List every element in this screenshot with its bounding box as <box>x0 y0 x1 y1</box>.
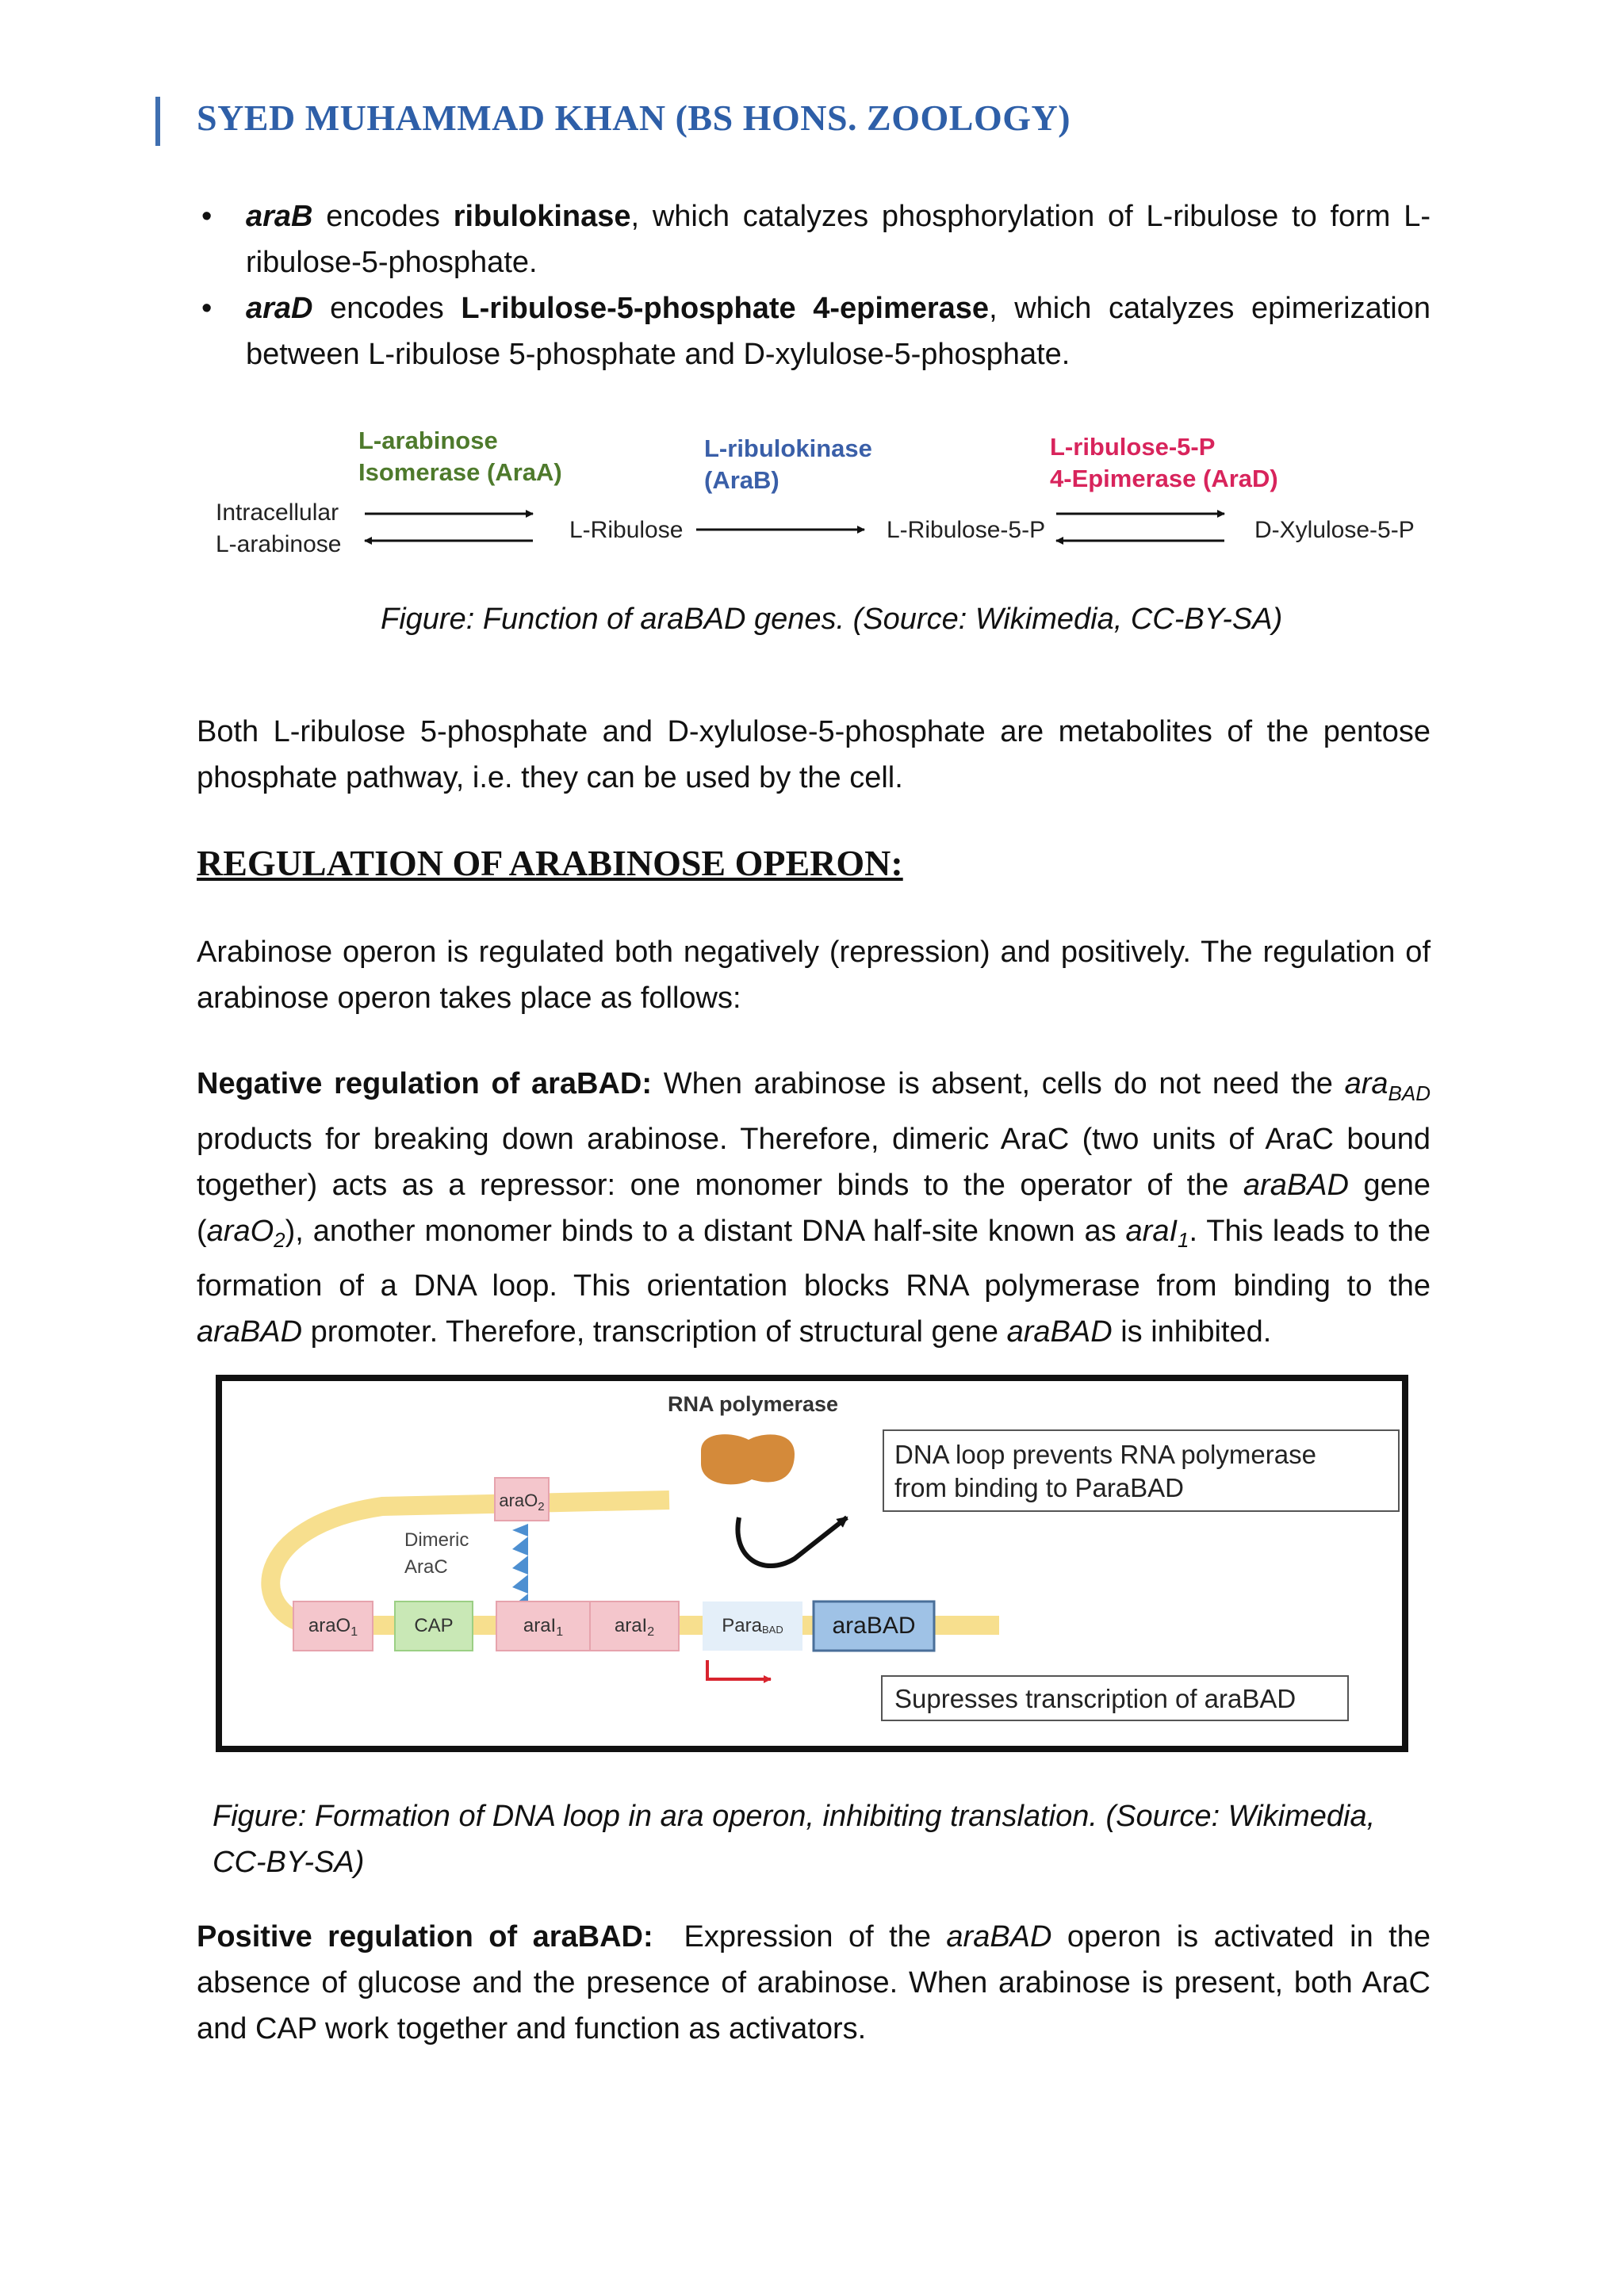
para-text: Expression of the <box>653 1920 947 1954</box>
gene-italic: araBAD <box>197 1315 303 1349</box>
para-text: promoter. Therefore, transcription of structural gene <box>302 1315 1007 1349</box>
para-text: gene ( <box>197 1168 1431 1248</box>
arai1-label: araI$_1$ <box>523 1615 564 1639</box>
arai2-label: araI$_2$ <box>614 1615 655 1639</box>
d-xylulose-5p-label: D-Xylulose-5-P <box>1254 517 1415 543</box>
enzyme-name: L-ribulose-5-phosphate 4-epimerase <box>461 292 990 325</box>
figure2-caption: Figure: Formation of DNA loop in ara operon, inhibiting translation. (Source: Wikimedia, CC-BY-SA) <box>213 1800 1376 1879</box>
page-header-title: SYED MUHAMMAD KHAN (BS HONS. ZOOLOGY) <box>197 98 1071 138</box>
dimeric-arac-line2: AraC <box>404 1556 448 1578</box>
arao1-label: araO$_1$ <box>308 1615 358 1639</box>
list-item-arab <box>197 193 1431 285</box>
dna-loop-figure <box>216 1375 1408 1752</box>
para-text: products for breaking down arabinose. Therefore, dimeric AraC (two units of AraC bound together) acts as a repressor: one monomer binds to the operator of the <box>197 1122 1431 1202</box>
gene-italic: ara <box>1344 1067 1388 1100</box>
header-accent-bar <box>155 97 160 146</box>
arabad-pathway-figure <box>206 412 1443 579</box>
arabad-gene-label: araBAD <box>832 1613 916 1639</box>
gene-italic: araBAD <box>946 1920 1052 1954</box>
gene-italic: araO <box>206 1214 274 1248</box>
list-text: encodes <box>312 292 462 325</box>
enzyme-araa-line1: L-arabinose <box>358 427 498 454</box>
para-text: When arabinose is absent, cells do not need the <box>652 1067 1345 1100</box>
enzyme-arad-line2: 4-Epimerase (AraD) <box>1050 465 1278 492</box>
note-bottom-text: Supresses transcription of araBAD <box>894 1684 1297 1713</box>
l-ribulose-label: L-Ribulose <box>569 517 684 543</box>
para-text: ), another monomer binds to a distant DNA half-site known as <box>285 1214 1126 1248</box>
para-text: is inhibited. <box>1112 1315 1272 1349</box>
substrate-line2: L-arabinose <box>216 531 342 557</box>
dimeric-arac-line1: Dimeric <box>404 1529 469 1551</box>
enzyme-name: ribulokinase <box>453 200 631 233</box>
gene-italic: araI <box>1125 1214 1178 1248</box>
cap-label: CAP <box>414 1615 454 1636</box>
rna-polymerase-shape <box>701 1434 795 1484</box>
list-item-arad <box>197 285 1431 377</box>
negative-regulation-label: Negative regulation of araBAD: <box>197 1067 653 1100</box>
subscript: 2 <box>274 1228 285 1253</box>
gene-name: araB <box>246 200 313 233</box>
regulation-intro-paragraph: Arabinose operon is regulated both negatively (repression) and positively. The regulation of arabinose operon takes place as follows: <box>197 936 1431 1015</box>
enzyme-arad-line1: L-ribulose-5-P <box>1050 433 1216 461</box>
gene-function-list <box>197 193 1431 377</box>
arao2-label: araO$_2$ <box>499 1490 545 1513</box>
section-title: REGULATION OF ARABINOSE OPERON: <box>197 843 903 883</box>
list-text: encodes <box>312 200 454 233</box>
enzyme-arab-line2: (AraB) <box>704 466 779 494</box>
substrate-line1: Intracellular <box>216 499 339 526</box>
note-top-line1: DNA loop prevents RNA polymerase <box>894 1440 1316 1469</box>
rna-polymerase-label: RNA polymerase <box>668 1392 839 1416</box>
gene-italic: araBAD <box>1006 1315 1113 1349</box>
gene-italic: araBAD <box>1243 1168 1349 1202</box>
list-text: , which catalyzes phosphorylation of L-ribulose to form L-ribulose-5-phosphate. <box>246 200 1431 279</box>
para-text: operon is activated in the absence of glucose and the presence of arabinose. When arabinose is present, both AraC and CAP work together and function as activators. <box>197 1920 1431 2045</box>
figure1-caption: Figure: Function of araBAD genes. (Source: Wikimedia, CC-BY-SA) <box>381 603 1283 636</box>
positive-regulation-label: Positive regulation of araBAD: <box>197 1920 653 1954</box>
l-ribulose-5p-label: L-Ribulose-5-P <box>887 517 1046 543</box>
gene-name: araD <box>246 292 313 325</box>
note-top-line2: from binding to ParaBAD <box>894 1473 1185 1502</box>
para-text: . This leads to the formation of a DNA loop. This orientation blocks RNA polymerase from binding to the <box>197 1214 1431 1303</box>
enzyme-araa-line2: Isomerase (AraA) <box>358 458 562 486</box>
positive-regulation-paragraph <box>197 1914 1431 2052</box>
subscript: 1 <box>1178 1228 1189 1253</box>
parabad-label: ParaBAD <box>722 1615 783 1636</box>
enzyme-arab-line1: L-ribulokinase <box>704 434 872 462</box>
pentose-paragraph: Both L-ribulose 5-phosphate and D-xylulose-5-phosphate are metabolites of the pentose phosphate pathway, i.e. they can be used by the cell. <box>197 715 1431 794</box>
list-text: , which catalyzes epimerization between L-ribulose 5-phosphate and D-xylulose-5-phosphate. <box>246 292 1431 371</box>
negative-regulation-paragraph <box>197 1061 1431 1355</box>
subscript: BAD <box>1388 1081 1431 1105</box>
